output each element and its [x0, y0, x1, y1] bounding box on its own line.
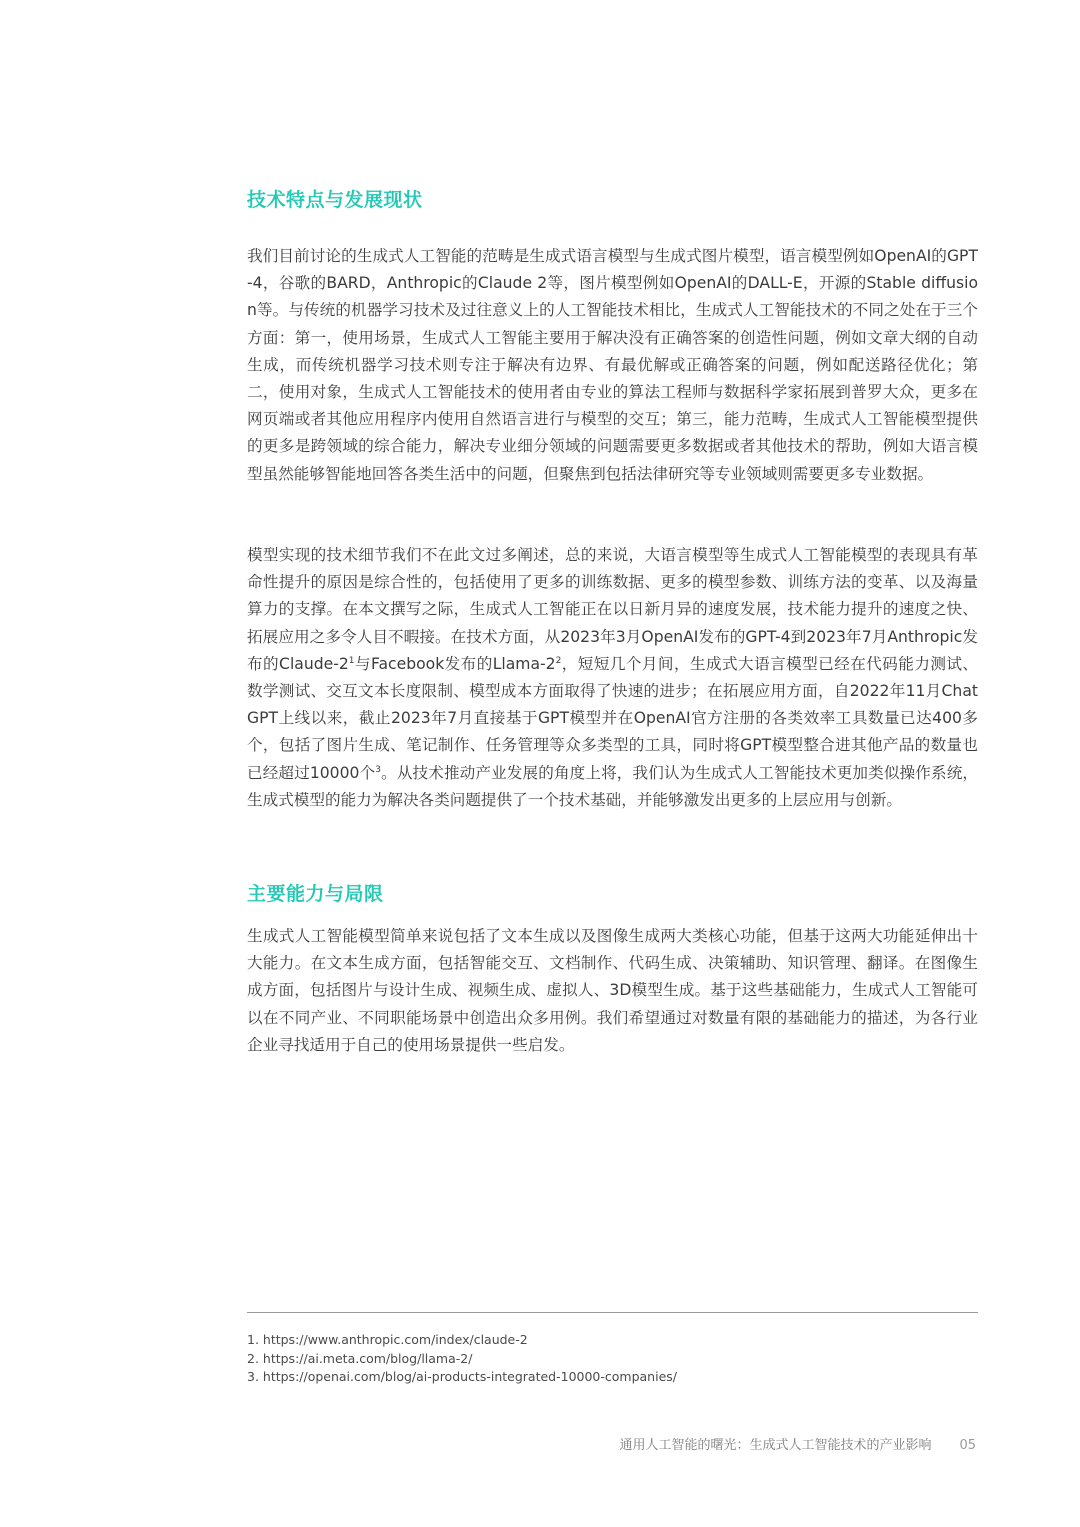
body-paragraph-2	[247, 542, 978, 814]
footnote-ref-2[interactable]: 2	[555, 655, 562, 666]
paragraph-text: 我们目前讨论的生成式人工智能的范畴是生成式语言模型与生成式图片模型，语言模型例如OpenAI的GPT-4，谷歌的BARD，Anthropic的Claude 2等，图片模型例如OpenAI的DALL-E，开源的Stable diffusion等。与传统的机器学习技术及过往意义上的人工智能技术相比，生成式人工智能技术的不同之处在于三个方面：第一，使用场景，生成式人工智能主要用于解决没有正确答案的创造性问题，例如文章大纲的自动生成，而传统机器学习技术则专注于解决有边界、有最优解或正确答案的问题，例如配送路径优化；第二，使用对象，生成式人工智能技术的使用者由专业的算法工程师与数据科学家拓展到普罗大众，更多在网页端或者其他应用程序内使用自然语言进行与模型的交互；第三，能力范畴，生成式人工智能模型提供的更多是跨领域的综合能力，解决专业细分领域的问题需要更多数据或者其他技术的帮助，例如大语言模型虽然能够智能地回答各类生活中的问题，但聚焦到包括法律研究等专业领域则需要更多专业数据。	[247, 247, 978, 483]
footnote-item[interactable]: 2. https://ai.meta.com/blog/llama-2/	[247, 1350, 473, 1366]
section-heading-capabilities: 主要能力与局限	[247, 883, 384, 905]
footnote-divider	[247, 1312, 978, 1313]
paragraph-text: 与Facebook发布的Llama-2	[354, 654, 556, 673]
section-heading-tech-features: 技术特点与发展现状	[247, 189, 423, 211]
footnote-item[interactable]: 3. https://openai.com/blog/ai-products-integrated-10000-companies/	[247, 1369, 677, 1384]
paragraph-text: 模型实现的技术细节我们不在此文过多阐述，总的来说，大语言模型等生成式人工智能模型的表现具有革命性提升的原因是综合性的，包括使用了更多的训练数据、更多的模型参数、训练方法的变革、以及海量算力的支撑。在本文撰写之际，生成式人工智能正在以日新月异的速度发展，技术能力提升的速度之快、拓展应用之多令人目不暇接。在技术方面，从2023年3月OpenAI发布的GPT-4到2023年7月Anthropic发布的Claude-2	[247, 546, 978, 673]
footnote-item[interactable]: 1. https://www.anthropic.com/index/claude-2	[247, 1332, 528, 1347]
footer-document-title: 通用人工智能的曙光：生成式人工智能技术的产业影响	[619, 1438, 932, 1453]
paragraph-text: 。从技术推动产业发展的角度上将，我们认为生成式人工智能技术更加类似操作系统，生成式模型的能力为解决各类问题提供了一个技术基础，并能够激发出更多的上层应用与创新。	[247, 763, 978, 809]
body-paragraph-1	[247, 243, 978, 488]
paragraph-text: ，短短几个月间，生成式大语言模型已经在代码能力测试、数学测试、交互文本长度限制、模型成本方面取得了快速的进步；在拓展应用方面，自2022年11月ChatGPT上线以来，截止2023年7月直接基于GPT模型并在OpenAI官方注册的各类效率工具数量已达400多个，包括了图片生成、笔记制作、任务管理等众多类型的工具，同时将GPT模型整合进其他产品的数量也已经超过10000个	[247, 654, 979, 782]
page-number: 05	[959, 1438, 976, 1453]
page-footer	[619, 1437, 976, 1455]
footnote-ref-1[interactable]: 1	[348, 655, 355, 666]
body-paragraph-3	[247, 923, 978, 1059]
footnote-ref-3[interactable]: 3	[375, 764, 382, 775]
footnote-list	[247, 1331, 978, 1387]
paragraph-text: 生成式人工智能模型简单来说包括了文本生成以及图像生成两大类核心功能，但基于这两大功能延伸出十大能力。在文本生成方面，包括智能交互、文档制作、代码生成、决策辅助、知识管理、翻译。在图像生成方面，包括图片与设计生成、视频生成、虚拟人、3D模型生成。基于这些基础能力，生成式人工智能可以在不同产业、不同职能场景中创造出众多用例。我们希望通过对数量有限的基础能力的描述，为各行业企业寻找适用于自己的使用场景提供一些启发。	[247, 927, 978, 1054]
